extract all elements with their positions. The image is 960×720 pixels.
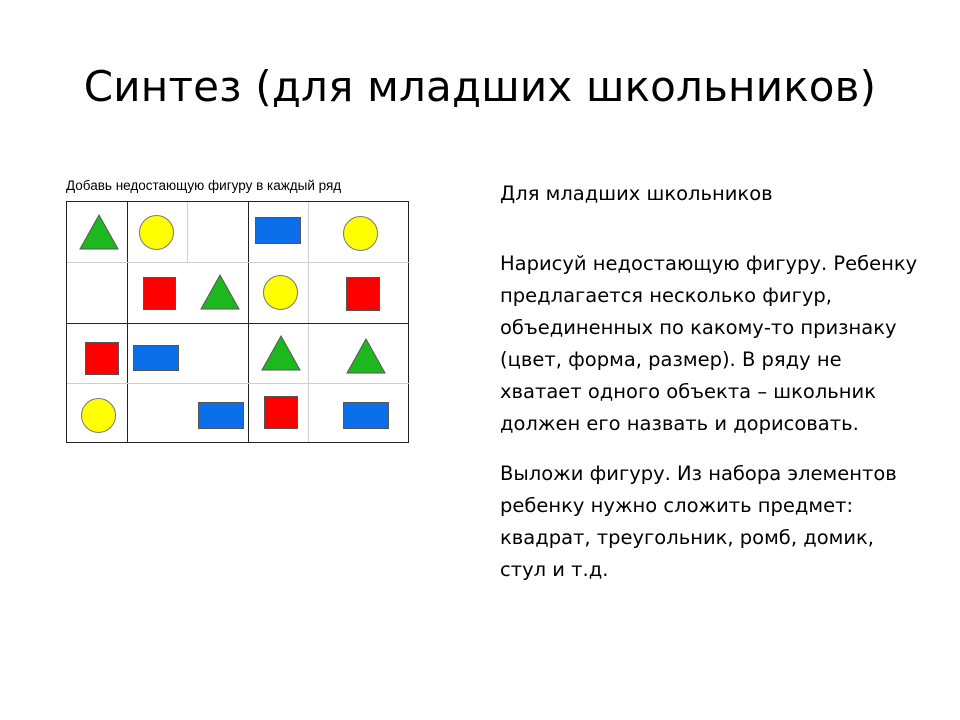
puzzle-caption: Добавь недостающую фигуру в каждый ряд [66,178,342,193]
red-square-icon [143,277,176,310]
yellow-circle-icon [81,398,116,433]
paragraph-draw-missing: Нарисуй недостающую фигуру. Ребенку предлагается несколько фигур, объединенных по какому-то признаку (цвет, форма, размер). В ряду не хватает одного объекта – школьник должен его назвать и дорисовать. [500,252,918,435]
grid-line [67,383,409,384]
yellow-circle-icon [139,215,174,250]
green-triangle-icon [261,335,301,371]
yellow-circle-icon [343,216,378,251]
slide-title: Синтез (для младших школьников) [83,62,877,111]
yellow-circle-icon [263,275,298,310]
blue-rectangle-icon [343,402,389,429]
red-square-icon [346,277,380,311]
green-triangle-icon [79,214,119,250]
grid-line [187,202,188,262]
paragraph-assemble-figure: Выложи фигуру. Из набора элементов ребенку нужно сложить предмет: квадрат, треугольник, ромб, домик, стул и т.д. [500,462,897,581]
grid-line [67,323,409,324]
red-square-icon [85,342,119,375]
blue-rectangle-icon [198,402,244,429]
shape-puzzle-grid [66,201,409,443]
grid-line [67,262,409,263]
green-triangle-icon [200,274,240,310]
blue-rectangle-icon [255,217,301,244]
subtitle: Для младших школьников [500,182,773,205]
green-triangle-icon [346,338,386,374]
red-square-icon [264,396,298,429]
blue-rectangle-icon [133,345,179,371]
description-text [500,178,920,586]
grid-line [67,442,409,443]
